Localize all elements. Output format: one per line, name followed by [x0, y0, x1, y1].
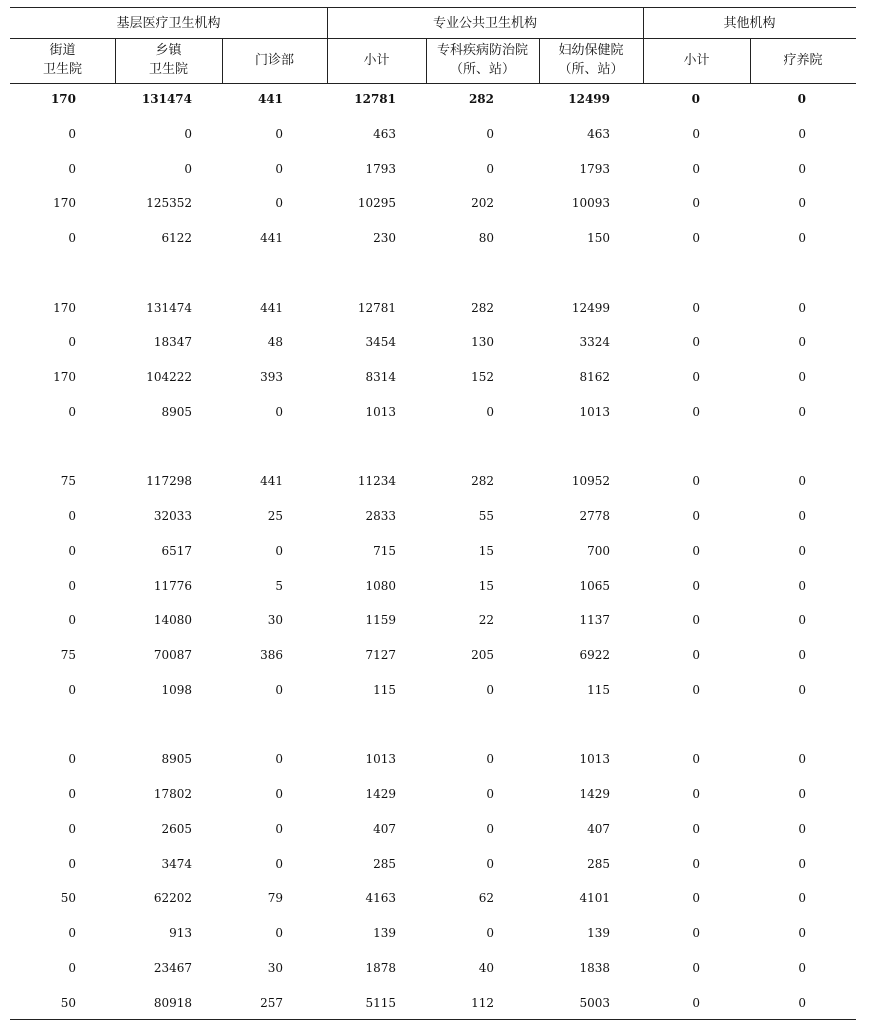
table-cell: 282	[471, 474, 494, 489]
table-cell: 285	[373, 856, 396, 871]
table-cell: 0	[275, 543, 283, 558]
table-cell: 10295	[357, 196, 396, 211]
table-cell: 0	[275, 126, 283, 141]
table-cell: 0	[798, 926, 806, 940]
table-cell: 0	[486, 926, 494, 940]
table-cell: 0	[486, 404, 494, 419]
column-header-line: 卫生院	[42, 62, 82, 77]
table-cell: 441	[257, 92, 283, 106]
table-cell: 80918	[153, 995, 192, 1010]
table-cell: 112	[471, 995, 494, 1010]
table-cell: 0	[692, 335, 700, 350]
table-cell: 0	[486, 126, 494, 141]
table-cell: 10093	[571, 196, 610, 211]
table-cell: 170	[50, 92, 76, 106]
table-cell: 0	[68, 578, 76, 593]
table-cell: 0	[275, 161, 283, 176]
table-cell: 1429	[365, 787, 396, 801]
table-row	[0, 784, 870, 804]
table-cell: 0	[692, 300, 700, 315]
table-cell: 0	[692, 161, 700, 176]
table-cell: 0	[692, 787, 700, 801]
table-cell: 0	[692, 960, 700, 975]
table-row	[0, 854, 870, 874]
column-header-line: 小计	[363, 52, 390, 68]
table-cell: 12781	[357, 300, 396, 315]
table-cell: 407	[587, 821, 610, 836]
group-header-other: 其他机构	[723, 16, 776, 31]
table-cell: 0	[275, 856, 283, 871]
table-cell: 115	[587, 682, 610, 697]
column-header-subtotal-other	[643, 40, 750, 80]
table-cell: 23467	[153, 960, 192, 975]
table-cell: 1793	[365, 161, 396, 176]
table-cell: 386	[260, 648, 283, 662]
table-cell: 11234	[357, 474, 396, 489]
column-header-line: 门诊部	[254, 52, 294, 68]
table-bottom-rule	[10, 1019, 856, 1020]
table-cell: 15	[478, 543, 494, 558]
table-cell: 0	[798, 648, 806, 662]
table-cell: 0	[486, 821, 494, 836]
table-cell: 170	[53, 300, 76, 315]
table-cell: 0	[68, 231, 76, 245]
table-row	[0, 819, 870, 839]
table-cell: 0	[798, 995, 806, 1010]
table-cell: 150	[587, 231, 610, 245]
table-cell: 50	[60, 891, 76, 906]
table-cell: 0	[68, 960, 76, 975]
group-header-primary-care: 基层医疗卫生机构	[116, 16, 221, 31]
table-cell: 5115	[365, 995, 396, 1010]
table-cell: 80	[478, 231, 494, 245]
table-cell: 0	[798, 891, 806, 906]
table-cell: 4101	[579, 891, 610, 906]
table-cell: 1080	[365, 578, 396, 593]
table-cell: 0	[184, 126, 192, 141]
table-cell: 0	[692, 404, 700, 419]
table-cell: 0	[68, 126, 76, 141]
table-cell: 0	[275, 404, 283, 419]
table-cell: 15	[478, 578, 494, 593]
table-cell: 131474	[146, 300, 192, 315]
table-cell: 0	[798, 126, 806, 141]
table-cell: 0	[692, 682, 700, 697]
table-row	[0, 993, 870, 1013]
table-cell: 715	[373, 543, 396, 558]
table-cell: 0	[798, 578, 806, 593]
table-cell: 0	[275, 926, 283, 940]
table-cell: 2778	[579, 509, 610, 523]
table-cell: 0	[275, 821, 283, 836]
table-cell: 30	[267, 613, 283, 628]
table-cell: 55	[478, 509, 494, 523]
table-cell: 25	[267, 509, 283, 523]
table-cell: 170	[53, 196, 76, 211]
table-cell: 0	[68, 613, 76, 628]
table-cell: 50	[60, 995, 76, 1010]
table-cell: 0	[798, 474, 806, 489]
table-cell: 75	[60, 648, 76, 662]
table-cell: 1793	[579, 161, 610, 176]
column-header-line: 街道	[49, 43, 76, 58]
table-cell: 1013	[579, 752, 610, 767]
table-cell: 79	[267, 891, 283, 906]
table-cell: 0	[798, 370, 806, 384]
table-cell: 8162	[579, 370, 610, 384]
table-cell: 0	[798, 300, 806, 315]
column-header-sanatorium	[750, 40, 856, 80]
table-cell: 230	[373, 231, 396, 245]
table-cell: 125352	[146, 196, 192, 211]
table-cell: 48	[267, 335, 283, 350]
group-header-public-health: 专业公共卫生机构	[432, 16, 537, 31]
table-cell: 7127	[365, 648, 396, 662]
table-row	[0, 367, 870, 387]
table-cell: 0	[692, 648, 700, 662]
table-cell: 14080	[153, 613, 192, 628]
table-row	[0, 298, 870, 318]
table-cell: 1137	[579, 613, 610, 628]
table-cell: 0	[692, 126, 700, 141]
table-cell: 2833	[365, 509, 396, 523]
table-cell: 1065	[579, 578, 610, 593]
column-header-street-health-center	[10, 40, 115, 80]
table-cell: 0	[692, 926, 700, 940]
table-cell: 8314	[365, 370, 396, 384]
table-cell: 0	[692, 891, 700, 906]
table-top-rule	[10, 7, 856, 8]
table-cell: 11776	[153, 578, 192, 593]
table-cell: 1013	[579, 404, 610, 419]
table-cell: 30	[267, 960, 283, 975]
table-cell: 0	[692, 543, 700, 558]
table-cell: 152	[471, 370, 494, 384]
table-cell: 4163	[365, 891, 396, 906]
table-cell: 0	[692, 474, 700, 489]
table-cell: 441	[260, 300, 283, 315]
table-row	[0, 749, 870, 769]
table-row	[0, 159, 870, 179]
table-cell: 62	[478, 891, 494, 906]
table-row	[0, 332, 870, 352]
table-cell: 393	[260, 370, 283, 384]
table-row	[0, 402, 870, 422]
table-cell: 0	[486, 682, 494, 697]
table-cell: 18347	[153, 335, 192, 350]
table-cell: 0	[692, 578, 700, 593]
table-cell: 0	[692, 821, 700, 836]
table-cell: 0	[68, 404, 76, 419]
table-cell: 1013	[365, 752, 396, 767]
table-cell: 700	[587, 543, 610, 558]
table-cell: 0	[691, 92, 700, 106]
table-cell: 3474	[161, 856, 192, 871]
table-cell: 130	[471, 335, 494, 350]
table-cell: 0	[798, 613, 806, 628]
column-header-line: 妇幼保健院	[558, 43, 624, 58]
table-cell: 0	[68, 161, 76, 176]
table-row	[0, 923, 870, 943]
table-cell: 0	[486, 161, 494, 176]
table-cell: 0	[798, 196, 806, 211]
table-cell: 0	[692, 995, 700, 1010]
table-row	[0, 576, 870, 596]
column-header-line: （所、站）	[449, 62, 515, 77]
table-cell: 0	[486, 856, 494, 871]
table-row	[0, 193, 870, 213]
column-header-line: 卫生院	[148, 62, 188, 77]
table-cell: 282	[471, 300, 494, 315]
table-cell: 75	[60, 474, 76, 489]
table-cell: 463	[373, 126, 396, 141]
table-cell: 0	[798, 856, 806, 871]
table-cell: 0	[692, 370, 700, 384]
table-cell: 913	[169, 926, 192, 940]
column-header-line: （所、站）	[558, 62, 624, 77]
table-cell: 40	[478, 960, 494, 975]
table-cell: 0	[68, 856, 76, 871]
table-cell: 0	[692, 613, 700, 628]
table-cell: 139	[587, 926, 610, 940]
table-cell: 285	[587, 856, 610, 871]
table-cell: 12499	[571, 300, 610, 315]
table-total-row	[0, 89, 870, 109]
table-cell: 0	[275, 787, 283, 801]
table-cell: 0	[68, 926, 76, 940]
column-header-subtotal-public-health	[327, 40, 426, 80]
table-cell: 0	[68, 787, 76, 801]
table-cell: 170	[53, 370, 76, 384]
table-cell: 0	[68, 752, 76, 767]
table-cell: 10952	[571, 474, 610, 489]
table-cell: 441	[260, 474, 283, 489]
table-cell: 6122	[161, 231, 192, 245]
table-cell: 32033	[153, 509, 192, 523]
table-cell: 139	[373, 926, 396, 940]
table-cell: 8905	[161, 752, 192, 767]
table-cell: 0	[798, 231, 806, 245]
table-cell: 5	[275, 578, 283, 593]
table-cell: 0	[798, 960, 806, 975]
table-cell: 0	[798, 335, 806, 350]
table-row	[0, 958, 870, 978]
table-cell: 117298	[146, 474, 192, 489]
table-row	[0, 680, 870, 700]
column-header-line: 专科疾病防治院	[436, 43, 528, 58]
table-row	[0, 506, 870, 526]
table-cell: 0	[275, 196, 283, 211]
table-row	[0, 888, 870, 908]
table-cell: 0	[486, 787, 494, 801]
table-cell: 282	[468, 92, 494, 106]
table-cell: 1098	[161, 682, 192, 697]
column-header-township-health-center	[115, 40, 222, 80]
table-cell: 1838	[579, 960, 610, 975]
table-cell: 6922	[579, 648, 610, 662]
table-cell: 205	[471, 648, 494, 662]
table-cell: 441	[260, 231, 283, 245]
table-cell: 12499	[568, 92, 610, 106]
table-cell: 12781	[354, 92, 396, 106]
table-cell: 17802	[153, 787, 192, 801]
table-cell: 407	[373, 821, 396, 836]
column-header-line: 疗养院	[783, 52, 823, 68]
table-cell: 0	[68, 821, 76, 836]
table-cell: 0	[798, 821, 806, 836]
table-row	[0, 645, 870, 665]
column-header-maternal-child-health	[539, 40, 643, 80]
table-cell: 0	[798, 161, 806, 176]
table-cell: 0	[184, 161, 192, 176]
table-cell: 6517	[161, 543, 192, 558]
table-cell: 3454	[365, 335, 396, 350]
table-cell: 115	[373, 682, 396, 697]
table-cell: 0	[68, 543, 76, 558]
table-cell: 0	[692, 509, 700, 523]
header-bottom-rule	[10, 83, 856, 84]
column-header-line: 乡镇	[155, 43, 182, 58]
table-cell: 0	[692, 231, 700, 245]
table-cell: 1878	[365, 960, 396, 975]
table-cell: 0	[68, 335, 76, 350]
table-cell: 1429	[579, 787, 610, 801]
column-header-specialty-disease-prevention	[426, 40, 539, 80]
column-header-clinic	[222, 40, 327, 80]
table-cell: 0	[68, 682, 76, 697]
table-cell: 104222	[146, 370, 192, 384]
table-cell: 2605	[161, 821, 192, 836]
table-cell: 0	[798, 682, 806, 697]
table-cell: 0	[275, 682, 283, 697]
table-cell: 0	[798, 787, 806, 801]
table-cell: 0	[798, 509, 806, 523]
table-cell: 1013	[365, 404, 396, 419]
table-cell: 62202	[153, 891, 192, 906]
table-cell: 131474	[141, 92, 192, 106]
table-cell: 0	[692, 752, 700, 767]
table-cell: 8905	[161, 404, 192, 419]
table-cell: 0	[798, 543, 806, 558]
table-row	[0, 610, 870, 630]
table-cell: 257	[260, 995, 283, 1010]
column-header-line: 小计	[683, 52, 710, 68]
table-cell: 0	[798, 404, 806, 419]
table-row	[0, 471, 870, 491]
table-cell: 3324	[579, 335, 610, 350]
table-cell: 22	[478, 613, 494, 628]
table-cell: 463	[587, 126, 610, 141]
table-cell: 0	[486, 752, 494, 767]
table-cell: 0	[798, 752, 806, 767]
table-cell: 0	[692, 196, 700, 211]
table-cell: 1159	[365, 613, 396, 628]
table-row	[0, 124, 870, 144]
table-cell: 0	[68, 509, 76, 523]
table-cell: 0	[692, 856, 700, 871]
table-row	[0, 228, 870, 248]
table-row	[0, 541, 870, 561]
table-cell: 5003	[579, 995, 610, 1010]
table-cell: 0	[275, 752, 283, 767]
table-cell: 202	[471, 196, 494, 211]
group-header-rule	[10, 38, 856, 39]
table-cell: 70087	[153, 648, 192, 662]
table-cell: 0	[797, 92, 806, 106]
